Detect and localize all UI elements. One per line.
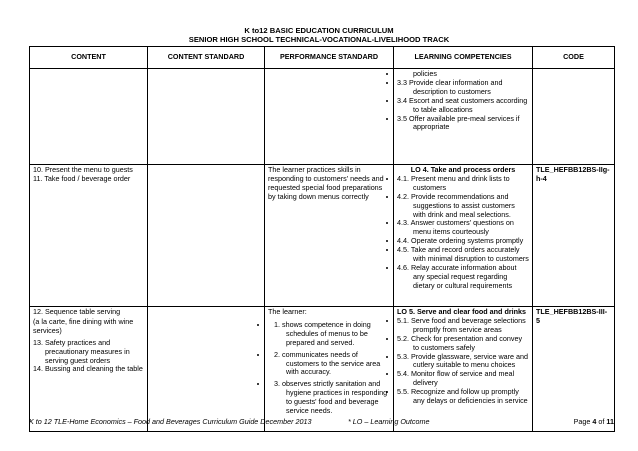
competency-item: • 4.4. Operate ordering systems promptly [397,237,529,246]
content-standard-cell [148,69,265,165]
table-row [30,69,615,165]
competency-item: • 4.2. Provide recommendations and suggestions to assist customers with drink and meal selections. [397,193,529,220]
competency-code: TLE_HEFBB12BS-IIg-h-4 [536,165,610,183]
learning-competencies-cell [394,165,533,307]
competency-item: • 5.4. Monitor flow of service and meal delivery [397,370,529,388]
competency-item: • 5.2. Check for presentation and convey to customers safely [397,335,529,353]
learning-outcome-title: LO 4. Take and process orders [410,165,516,174]
competency-item: • 4.3. Answer customers' questions on menu items courteously [397,219,529,237]
content-item: 11. Take food / beverage order [33,173,131,183]
learning-outcome-title: LO 5. Serve and clear food and drinks [397,307,527,316]
page-prefix: Page [573,417,593,426]
document-title: K to12 BASIC EDUCATION CURRICULUM [244,26,394,35]
performance-intro: The learner: [268,307,307,316]
competency-item: • policies [397,70,529,79]
footer-guide-title: K to 12 TLE-Home Economics – Food and Beverages Curriculum Guide December 2013 [29,417,312,426]
competency-item: • 5.3. Provide glassware, service ware and cutlery suitable to menu choices [397,353,529,371]
content-item: 10. Present the menu to guests [33,165,133,174]
table-header-row [30,47,615,69]
column-header-code: CODE [533,47,615,69]
content-item: 13. Safety practices and precautionary measures in serving guest orders [33,337,130,365]
page-total: 11 [606,417,614,426]
document-subtitle: SENIOR HIGH SCHOOL TECHNICAL-VOCATIONAL-LIVELIHOOD TRACK [188,35,450,44]
competency-item: • 4.5. Take and record orders accurately with minimal disruption to customers [397,246,529,264]
competency-item: • 4.1. Present menu and drink lists to customers [397,175,529,193]
competency-item: • 3.3 Provide clear information and description to customers [397,79,529,97]
content-standard-cell [148,307,265,432]
performance-standard-cell [265,69,394,165]
curriculum-table [29,46,615,432]
column-header-content: CONTENT [30,47,148,69]
footer-page-number [574,417,614,426]
content-item: 14. Bussing and cleaning the table [33,364,143,374]
content-cell [30,69,148,165]
performance-standard-cell [265,307,394,432]
page-of: of [596,417,607,426]
footer-lo-note: * LO – Learning Outcome [348,417,430,426]
page-current: 4 [592,417,597,426]
competency-code: TLE_HEFBB12BS-III-5 [536,307,608,325]
content-cell [30,307,148,432]
learning-competencies-cell [394,307,533,432]
table-row [30,307,615,432]
code-cell [533,165,615,307]
column-header-content-standard: CONTENT STANDARD [148,47,265,69]
competency-item: • 3.5 Offer available pre-meal services if appropriate [397,115,529,133]
competency-item: • 5.5. Recognize and follow up promptly any delays or deficiencies in service [397,388,529,406]
performance-item: • 2. communicates needs of customers to the service area with accuracy. [268,351,390,378]
code-cell [533,307,615,432]
learning-competencies-cell [394,69,533,165]
competency-item: • 4.6. Relay accurate information about any special request regarding dietary or cultural requirements [397,264,529,291]
content-cell [30,165,148,307]
competency-item: • 5.1. Serve food and beverage selections promptly from service areas [397,317,529,335]
competency-item: • 3.4 Escort and seat customers according to table allocations [397,97,529,115]
performance-standard-text: The learner practices skills in responding to customers' needs and requested special food preparations by taking down menus correctly [268,165,384,201]
performance-item: • 1. shows competence in doing schedules of menus to be prepared and served. [268,321,390,348]
table-row [30,165,615,307]
content-item: (a la carte, fine dining with wine services) [33,316,134,335]
column-header-performance-standard: PERFORMANCE STANDARD [265,47,394,69]
column-header-learning-competencies: LEARNING COMPETENCIES [394,47,533,69]
content-standard-cell [148,165,265,307]
performance-item: • 3. observes strictly sanitation and hygiene practices in responding to guests' food and beverage service needs. [268,380,390,416]
content-item: 12. Sequence table serving [33,307,121,316]
performance-standard-cell [265,165,394,307]
code-cell [533,69,615,165]
